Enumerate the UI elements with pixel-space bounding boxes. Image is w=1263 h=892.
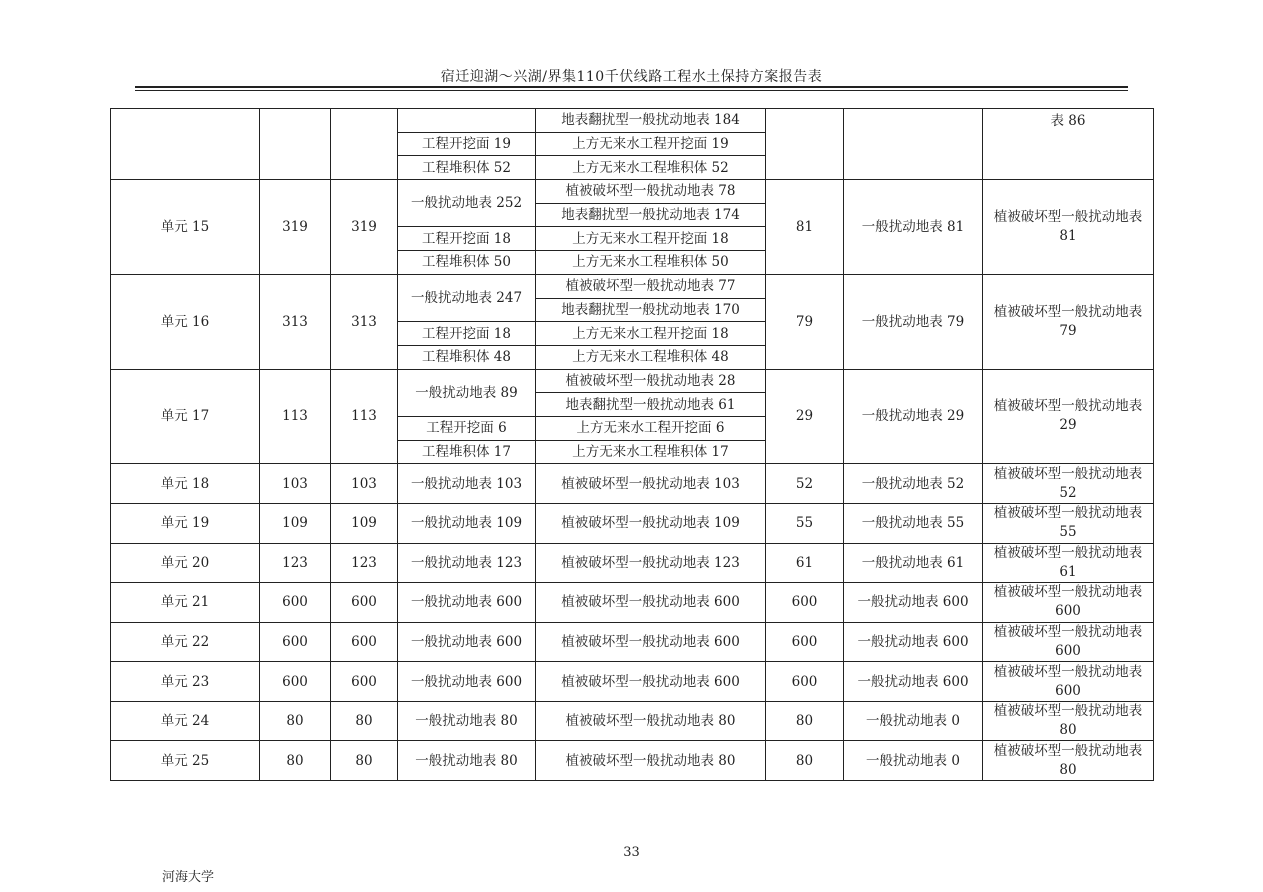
table-cell: 103 <box>331 464 398 504</box>
table-cell: 一般扰动地表 600 <box>844 662 983 702</box>
table-cell: 600 <box>331 583 398 623</box>
table-cell: 80 <box>331 701 398 741</box>
table-cell: 一般扰动地表 80 <box>398 741 536 781</box>
table-row <box>111 701 1154 741</box>
table-cell: 植被破坏型一般扰动地表 52 <box>983 464 1154 504</box>
table-cell: 123 <box>331 543 398 583</box>
table-cell: 植被破坏型一般扰动地表 29 <box>983 369 1154 464</box>
table-cell: 植被破坏型一般扰动地表 79 <box>983 274 1154 369</box>
table-cell: 319 <box>260 180 331 275</box>
table-cell: 上方无来水工程开挖面 18 <box>536 227 766 251</box>
table-cell: 600 <box>260 622 331 662</box>
table-cell: 植被破坏型一般扰动地表 80 <box>983 701 1154 741</box>
table-row <box>111 622 1154 662</box>
table-cell: 植被破坏型一般扰动地表 600 <box>536 662 766 702</box>
table-row <box>111 662 1154 702</box>
table-cell: 工程堆积体 17 <box>398 440 536 464</box>
unit-cell: 单元 16 <box>111 274 260 369</box>
table-cell: 植被破坏型一般扰动地表 77 <box>536 274 766 298</box>
table-cell: 109 <box>260 503 331 543</box>
table-cell: 一般扰动地表 29 <box>844 369 983 464</box>
table-cell: 600 <box>331 662 398 702</box>
table-row <box>111 543 1154 583</box>
table-cell: 工程堆积体 48 <box>398 345 536 369</box>
table-cell: 600 <box>766 583 844 623</box>
table-cell: 81 <box>766 180 844 275</box>
table-cell: 一般扰动地表 247 <box>398 274 536 321</box>
table-cell: 80 <box>260 701 331 741</box>
table-cell: 地表翻扰型一般扰动地表 174 <box>536 203 766 227</box>
table-row <box>111 741 1154 781</box>
header-rule-thin <box>135 90 1128 91</box>
table-cell: 一般扰动地表 0 <box>844 701 983 741</box>
table-cell: 工程开挖面 18 <box>398 322 536 346</box>
table-cell: 一般扰动地表 52 <box>844 464 983 504</box>
table-cell <box>260 109 331 180</box>
table-cell: 植被破坏型一般扰动地表 80 <box>536 701 766 741</box>
table-cell <box>844 109 983 180</box>
table-cell: 地表翻扰型一般扰动地表 184 <box>536 109 766 133</box>
page-number: 33 <box>623 845 640 860</box>
footer-org: 河海大学 <box>162 870 215 885</box>
table-cell: 工程开挖面 6 <box>398 416 536 440</box>
table-cell: 地表翻扰型一般扰动地表 170 <box>536 298 766 322</box>
table-cell: 一般扰动地表 79 <box>844 274 983 369</box>
table-cell: 上方无来水工程堆积体 52 <box>536 156 766 180</box>
table-cell: 319 <box>331 180 398 275</box>
table-cell: 一般扰动地表 600 <box>398 622 536 662</box>
unit-cell: 单元 24 <box>111 701 260 741</box>
table-cell: 植被破坏型一般扰动地表 28 <box>536 369 766 393</box>
table-cell: 103 <box>260 464 331 504</box>
table-cell: 52 <box>766 464 844 504</box>
table-cell: 一般扰动地表 89 <box>398 369 536 416</box>
table-cell: 123 <box>260 543 331 583</box>
table-cell: 一般扰动地表 103 <box>398 464 536 504</box>
unit-cell: 单元 23 <box>111 662 260 702</box>
table-cell: 55 <box>766 503 844 543</box>
table-cell: 600 <box>331 622 398 662</box>
table-cell: 植被破坏型一般扰动地表 55 <box>983 503 1154 543</box>
table-cell: 80 <box>766 701 844 741</box>
table-cell: 一般扰动地表 81 <box>844 180 983 275</box>
table-cell: 植被破坏型一般扰动地表 103 <box>536 464 766 504</box>
table-cell: 29 <box>766 369 844 464</box>
table-cell: 工程开挖面 18 <box>398 227 536 251</box>
table-cell: 植被破坏型一般扰动地表 600 <box>536 622 766 662</box>
table-cell: 上方无来水工程堆积体 48 <box>536 345 766 369</box>
table-cell: 600 <box>260 583 331 623</box>
table-row <box>111 180 1154 204</box>
table-cell: 一般扰动地表 0 <box>844 741 983 781</box>
unit-cell: 单元 18 <box>111 464 260 504</box>
table-cell: 植被破坏型一般扰动地表 600 <box>983 622 1154 662</box>
table-cell: 植被破坏型一般扰动地表 600 <box>983 662 1154 702</box>
table-cell: 一般扰动地表 80 <box>398 701 536 741</box>
table-cell: 80 <box>766 741 844 781</box>
table-cell: 上方无来水工程开挖面 19 <box>536 132 766 156</box>
table-cell: 一般扰动地表 123 <box>398 543 536 583</box>
data-table <box>110 108 1154 781</box>
table-cell: 植被破坏型一般扰动地表 80 <box>983 741 1154 781</box>
table-cell: 一般扰动地表 600 <box>844 622 983 662</box>
table-cell: 一般扰动地表 252 <box>398 180 536 227</box>
table-cell: 植被破坏型一般扰动地表 61 <box>983 543 1154 583</box>
table-cell: 上方无来水工程堆积体 50 <box>536 251 766 275</box>
table-cell: 植被破坏型一般扰动地表 600 <box>536 583 766 623</box>
table-cell: 工程开挖面 19 <box>398 132 536 156</box>
unit-cell: 单元 15 <box>111 180 260 275</box>
unit-cell: 单元 25 <box>111 741 260 781</box>
unit-cell: 单元 21 <box>111 583 260 623</box>
table-cell: 一般扰动地表 109 <box>398 503 536 543</box>
table-cell: 一般扰动地表 600 <box>398 583 536 623</box>
unit-cell: 单元 19 <box>111 503 260 543</box>
table-cell: 600 <box>766 662 844 702</box>
unit-cell: 单元 17 <box>111 369 260 464</box>
header-rule-thick <box>135 86 1128 88</box>
table-cell: 600 <box>260 662 331 702</box>
table-cell <box>111 109 260 180</box>
table-cell: 313 <box>260 274 331 369</box>
table-cell: 80 <box>260 741 331 781</box>
table-cell: 313 <box>331 274 398 369</box>
table-cell: 113 <box>331 369 398 464</box>
table-cell: 上方无来水工程堆积体 17 <box>536 440 766 464</box>
table-cell <box>766 109 844 180</box>
table-cell: 地表翻扰型一般扰动地表 61 <box>536 393 766 417</box>
table-row <box>111 503 1154 543</box>
table-row <box>111 369 1154 393</box>
table-cell: 80 <box>331 741 398 781</box>
table-cell: 109 <box>331 503 398 543</box>
table-cell: 61 <box>766 543 844 583</box>
table-cell: 植被破坏型一般扰动地表 81 <box>983 180 1154 275</box>
table-cell <box>331 109 398 180</box>
table-row <box>111 464 1154 504</box>
table-cell: 一般扰动地表 55 <box>844 503 983 543</box>
table-cell: 600 <box>766 622 844 662</box>
table-cell: 一般扰动地表 600 <box>844 583 983 623</box>
table-cell: 工程堆积体 50 <box>398 251 536 275</box>
unit-cell: 单元 22 <box>111 622 260 662</box>
table-cell: 一般扰动地表 61 <box>844 543 983 583</box>
table-row <box>111 583 1154 623</box>
unit-cell: 单元 20 <box>111 543 260 583</box>
table-cell: 植被破坏型一般扰动地表 78 <box>536 180 766 204</box>
table-cell: 79 <box>766 274 844 369</box>
table-cell: 上方无来水工程开挖面 6 <box>536 416 766 440</box>
table-cell: 植被破坏型一般扰动地表 109 <box>536 503 766 543</box>
table-row <box>111 109 1154 133</box>
table-cell: 上方无来水工程开挖面 18 <box>536 322 766 346</box>
table-cell: 表 86 <box>983 109 1154 180</box>
table-cell: 植被破坏型一般扰动地表 80 <box>536 741 766 781</box>
table-cell <box>398 109 536 133</box>
table-cell: 工程堆积体 52 <box>398 156 536 180</box>
table-row <box>111 274 1154 298</box>
table-cell: 植被破坏型一般扰动地表 600 <box>983 583 1154 623</box>
page-header-title: 宿迁迎湖～兴湖/界集110千伏线路工程水土保持方案报告表 <box>440 69 823 85</box>
table-cell: 植被破坏型一般扰动地表 123 <box>536 543 766 583</box>
table-cell: 113 <box>260 369 331 464</box>
table-cell: 一般扰动地表 600 <box>398 662 536 702</box>
